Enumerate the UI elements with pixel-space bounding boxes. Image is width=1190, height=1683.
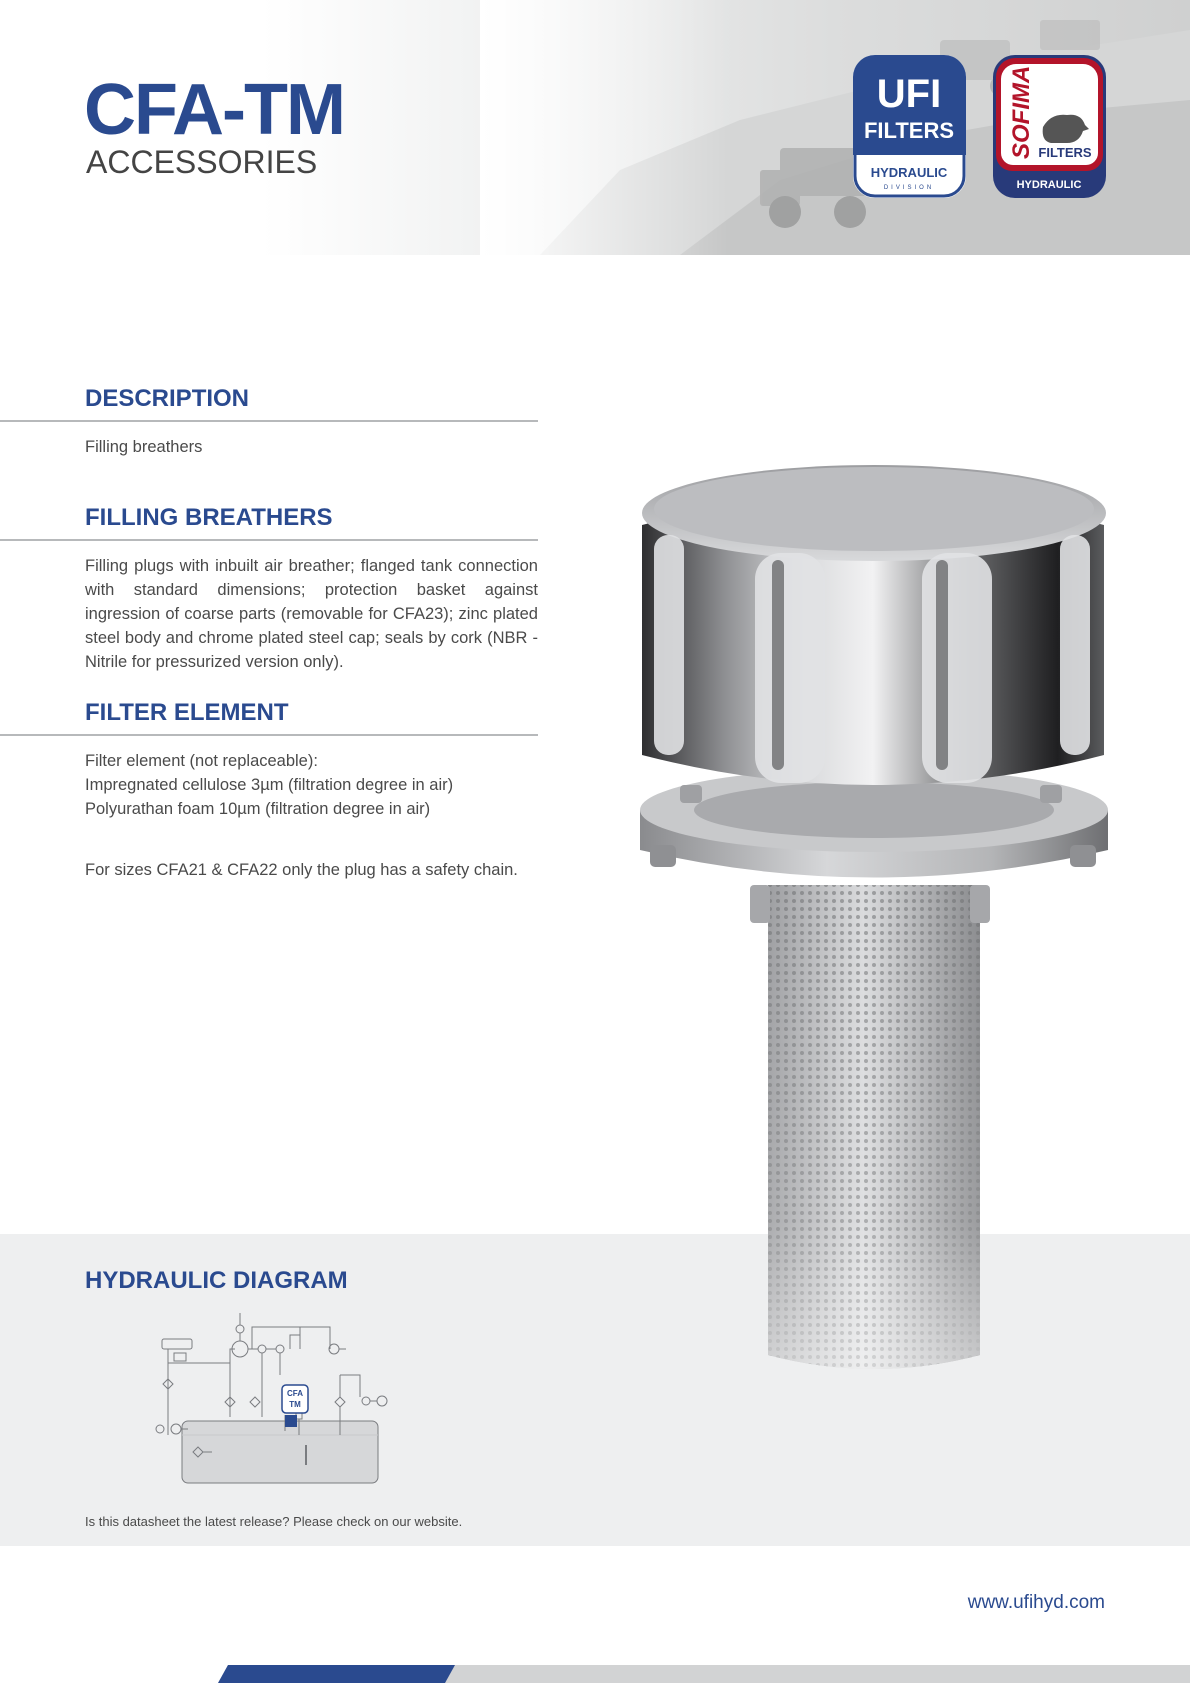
hydraulic-circuit-diagram: [140, 1305, 400, 1485]
svg-text:CFA: CFA: [287, 1389, 303, 1398]
description-heading: DESCRIPTION: [85, 385, 250, 412]
footer-stripe: [0, 1665, 1190, 1683]
description-divider: [0, 420, 538, 422]
description-text: Filling breathers: [85, 438, 203, 456]
filling-breathers-divider: [0, 539, 538, 541]
filter-element-heading: FILTER ELEMENT: [85, 699, 289, 726]
sofima-filters-logo: [993, 55, 1106, 198]
filter-element-divider: [0, 734, 538, 736]
svg-text:DIVISION: DIVISION: [883, 185, 935, 191]
page-title: CFA-TM: [84, 70, 344, 150]
svg-text:HYDRAULIC: HYDRAULIC: [1016, 179, 1082, 191]
svg-text:SOFIMA: SOFIMA: [1008, 65, 1035, 159]
svg-text:TM: TM: [289, 1400, 301, 1409]
svg-text:FILTERS: FILTERS: [1038, 145, 1092, 160]
page-subtitle: ACCESSORIES: [86, 144, 318, 180]
filling-breathers-heading: FILLING BREATHERS: [85, 504, 333, 531]
filter-element-line: Filter element (not replaceable):: [85, 752, 318, 770]
svg-text:FILTERS: FILTERS: [863, 118, 955, 143]
filling-breathers-text: Filling plugs with inbuilt air breather; flanged tank connection with standard dimensions; protection basket against ingression of coarse parts (removable for CFA23); zinc plated steel body and chrome plated steel cap; seals by cork (NBR - Nitrile for pressurized version only).: [85, 557, 538, 671]
svg-text:UFI: UFI: [876, 72, 942, 116]
release-check-note: Is this datasheet the latest release? Please check on our website.: [85, 1514, 463, 1529]
website-link[interactable]: www.ufihyd.com: [967, 1592, 1105, 1613]
filter-element-line: Polyurathan foam 10µm (filtration degree in air): [85, 800, 431, 818]
ufi-filters-logo: [853, 55, 966, 198]
svg-text:HYDRAULIC: HYDRAULIC: [870, 165, 948, 180]
header-banner: [0, 0, 1190, 255]
hydraulic-diagram-heading: HYDRAULIC DIAGRAM: [85, 1267, 348, 1294]
safety-chain-note: For sizes CFA21 & CFA22 only the plug has a safety chain.: [85, 861, 518, 879]
filter-element-line: Impregnated cellulose 3µm (filtration degree in air): [85, 776, 454, 794]
filling-breather-product-image: [630, 465, 1115, 1385]
